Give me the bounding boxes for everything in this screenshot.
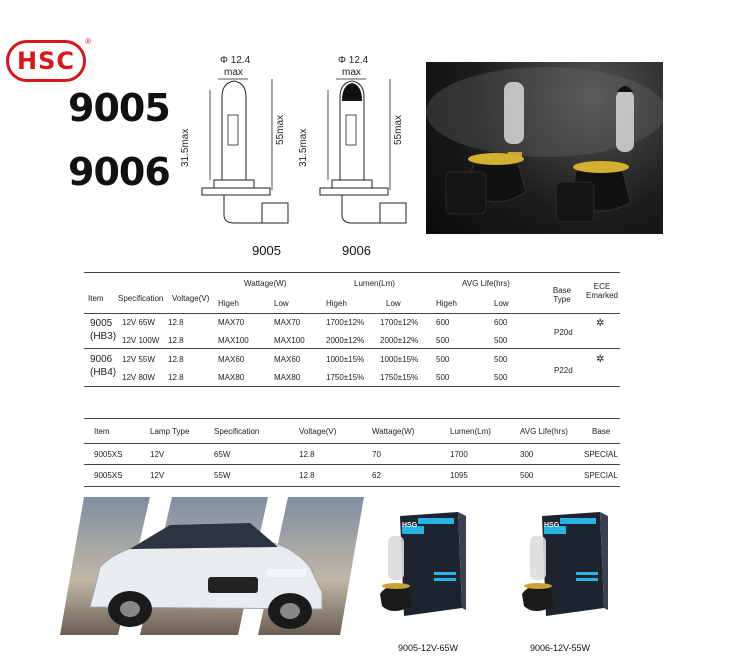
height-b-label: 55max <box>393 114 404 145</box>
t2-cell-spec: 55W <box>214 471 231 480</box>
drawing-9006 <box>298 55 418 258</box>
cell-life-low: 500 <box>494 355 508 364</box>
cell-spec: 12V 65W <box>122 318 155 327</box>
model-9006-title: 9006 <box>68 150 170 194</box>
t2-header-wattage: Wattage(W) <box>372 427 415 436</box>
cell-w-low: MAX60 <box>274 355 301 364</box>
bulb-photo-illustration <box>426 62 663 234</box>
cell-base-p22d: P22d <box>554 366 573 375</box>
t2-cell-lamp-type: 12V <box>150 450 165 459</box>
t2-header-voltage: Voltage(V) <box>299 427 337 436</box>
bulb-outline-9005 <box>180 55 300 225</box>
ece-mark-icon: ✲ <box>596 354 605 365</box>
table1-bottom-rule <box>84 386 620 387</box>
bulb-outline-9006 <box>298 55 418 225</box>
cell-w-high: MAX70 <box>218 318 245 327</box>
package-brand-label: HSG <box>544 522 560 529</box>
header-lumen: Lumen(Lm) <box>354 279 395 288</box>
cell-voltage: 12.8 <box>168 373 184 382</box>
cell-w-high: MAX100 <box>218 336 249 345</box>
group-sub-hb3: (HB3) <box>90 331 117 342</box>
cell-l-high: 2000±12% <box>326 336 365 345</box>
t2-cell-voltage: 12.8 <box>299 471 315 480</box>
t2-cell-wattage: 62 <box>372 471 381 480</box>
header-ece: ECE Emarked <box>585 282 618 300</box>
height-a-label: 31.5max <box>298 128 309 167</box>
spec-table-2 <box>84 420 620 486</box>
height-b-label: 55max <box>275 114 286 145</box>
cell-l-low: 1700±12% <box>380 318 419 327</box>
cell-spec: 12V 55W <box>122 355 155 364</box>
group-sub-hb4: (HB4) <box>90 367 117 378</box>
table2-bottom-rule <box>84 486 620 487</box>
t2-header-spec: Specification <box>214 427 260 436</box>
diameter-label: Φ 12.4 <box>220 55 251 66</box>
diameter-max-label: max <box>342 67 361 78</box>
t2-header-lumen: Lumen(Lm) <box>450 427 491 436</box>
cell-spec: 12V 80W <box>122 373 155 382</box>
car-banner-image <box>60 497 364 635</box>
header-spec: Specification <box>118 294 164 303</box>
drawing-caption-9005: 9005 <box>252 243 281 258</box>
header-w-low: Low <box>274 299 289 308</box>
t2-cell-base: SPECIAL <box>584 450 618 459</box>
table2-top-rule <box>84 418 620 419</box>
cell-w-low: MAX80 <box>274 373 301 382</box>
cell-voltage: 12.8 <box>168 336 184 345</box>
header-wattage: Wattage(W) <box>244 279 287 288</box>
header-life-low: Low <box>494 299 509 308</box>
cell-life-low: 500 <box>494 373 508 382</box>
cell-life-high: 600 <box>436 318 450 327</box>
t2-cell-voltage: 12.8 <box>299 450 315 459</box>
t2-cell-life: 500 <box>520 471 534 480</box>
t2-cell-life: 300 <box>520 450 534 459</box>
diameter-label: Φ 12.4 <box>338 55 369 66</box>
package-illustration <box>520 512 608 627</box>
hsc-logo <box>6 37 91 82</box>
cell-l-high: 1700±12% <box>326 318 365 327</box>
t2-header-life: AVG Life(hrs) <box>520 427 568 436</box>
drawing-caption-9006: 9006 <box>342 243 371 258</box>
header-voltage: Voltage(V) <box>172 294 210 303</box>
cell-life-low: 500 <box>494 336 508 345</box>
registered-mark: ® <box>85 37 91 46</box>
t2-cell-item: 9005XS <box>94 450 123 459</box>
cell-w-high: MAX60 <box>218 355 245 364</box>
cell-w-low: MAX100 <box>274 336 305 345</box>
cell-base-p20d: P20d <box>554 328 573 337</box>
cell-life-high: 500 <box>436 373 450 382</box>
model-9005-title: 9005 <box>68 86 170 130</box>
cell-life-low: 600 <box>494 318 508 327</box>
t2-cell-base: SPECIAL <box>584 471 618 480</box>
table1-top-rule <box>84 272 620 273</box>
header-l-high: Higeh <box>326 299 347 308</box>
cell-spec: 12V 100W <box>122 336 160 345</box>
logo-text: HSC <box>17 47 75 75</box>
cell-voltage: 12.8 <box>168 355 184 364</box>
bulb-product-photo <box>426 62 663 234</box>
t2-header-item: Item <box>94 427 110 436</box>
spec-table-1 <box>84 274 620 386</box>
header-item: Item <box>88 294 104 303</box>
t2-cell-lumen: 1700 <box>450 450 468 459</box>
t2-cell-spec: 65W <box>214 450 231 459</box>
drawing-9005 <box>180 55 300 258</box>
package-caption-9006: 9006-12V-55W <box>530 643 591 653</box>
car-illustration <box>60 497 364 635</box>
t2-cell-lumen: 1095 <box>450 471 468 480</box>
cell-l-low: 1000±15% <box>380 355 419 364</box>
package-9006 <box>520 512 608 627</box>
package-brand-label: HSG <box>402 522 418 529</box>
header-base: Base Type <box>552 286 572 304</box>
cell-l-high: 1750±15% <box>326 373 365 382</box>
cell-w-low: MAX70 <box>274 318 301 327</box>
cell-w-high: MAX80 <box>218 373 245 382</box>
package-caption-9005: 9005-12V-65W <box>398 643 459 653</box>
t2-header-base: Base <box>592 427 611 436</box>
ece-mark-icon: ✲ <box>596 318 605 329</box>
package-9005 <box>378 512 466 627</box>
diameter-max-label: max <box>224 67 243 78</box>
cell-l-low: 1750±15% <box>380 373 419 382</box>
cell-life-high: 500 <box>436 355 450 364</box>
cell-voltage: 12.8 <box>168 318 184 327</box>
group-item-9005: 9005 <box>90 318 113 329</box>
t2-cell-wattage: 70 <box>372 450 381 459</box>
header-life: AVG Life(hrs) <box>462 279 510 288</box>
header-l-low: Low <box>386 299 401 308</box>
t2-cell-item: 9005XS <box>94 471 123 480</box>
header-w-high: Higeh <box>218 299 239 308</box>
t2-cell-lamp-type: 12V <box>150 471 165 480</box>
cell-life-high: 500 <box>436 336 450 345</box>
cell-l-low: 2000±12% <box>380 336 419 345</box>
header-life-high: Higeh <box>436 299 457 308</box>
group-item-9006: 9006 <box>90 354 113 365</box>
height-a-label: 31.5max <box>180 128 191 167</box>
cell-l-high: 1000±15% <box>326 355 365 364</box>
t2-header-lamp-type: Lamp Type <box>150 427 190 436</box>
package-illustration <box>378 512 466 627</box>
